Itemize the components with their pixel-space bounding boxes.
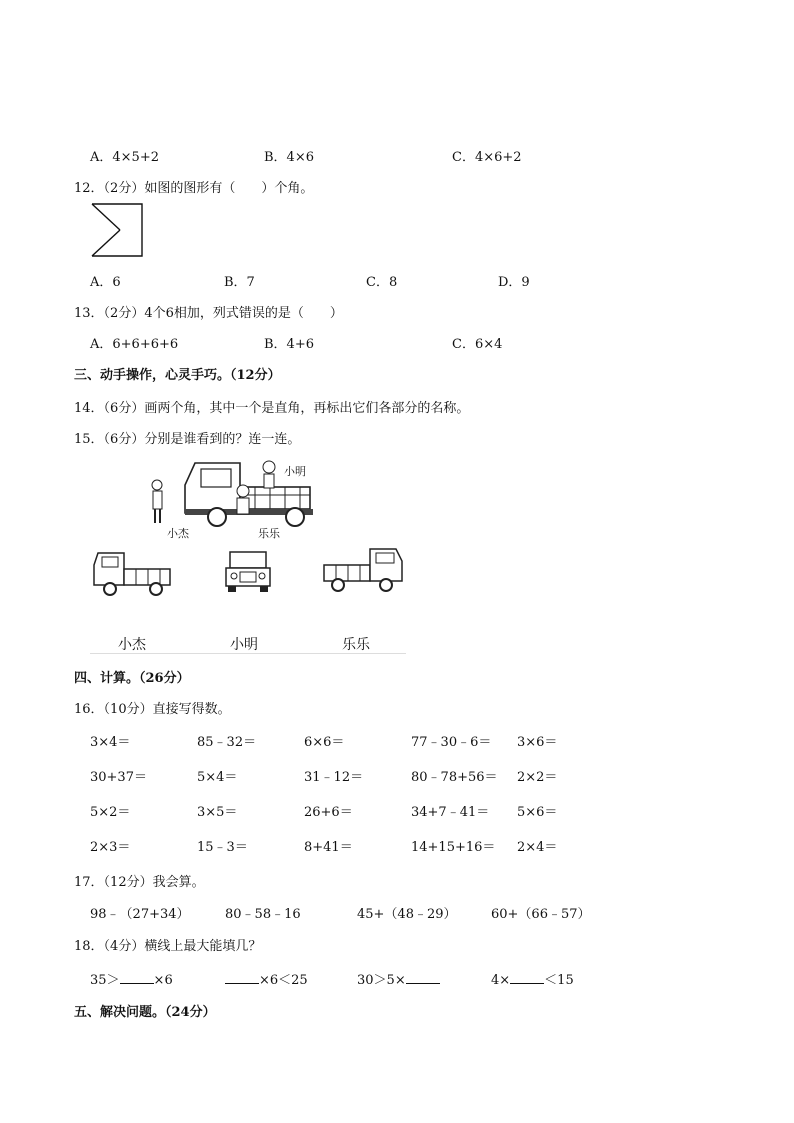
q16-cell: 2×3＝ [90, 840, 131, 855]
q12-text: 12．（2分）如图的图形有（ ）个角。 [74, 181, 314, 196]
q17-item: 98﹣（27+34） [90, 907, 190, 922]
q16-cell: 26+6＝ [304, 805, 353, 820]
q13-option-a: A．6+6+6+6 [90, 337, 179, 352]
q18-text: 18．（4分）横线上最大能填几？ [74, 939, 262, 954]
q12-option-a: A．6 [90, 275, 121, 290]
q16-cell: 2×4＝ [517, 840, 558, 855]
q16-cell: 6×6＝ [304, 735, 345, 750]
q18-item-4: 4× ＜15 [491, 973, 574, 988]
section-5-heading: 五、解决问题。（24分） [74, 1005, 216, 1020]
q12-option-b: B．7 [224, 275, 255, 290]
q17-text: 17．（12分）我会算。 [74, 875, 205, 890]
q16-cell: 8+41＝ [304, 840, 353, 855]
answer-blank[interactable] [406, 972, 440, 984]
q16-cell: 31﹣12＝ [304, 770, 364, 785]
q11-option-c: C．4×6+2 [452, 150, 522, 165]
q15-view-side-right [320, 543, 408, 593]
q14-text: 14．（6分）画两个角，其中一个是直角，再标出它们各部分的名称。 [74, 401, 470, 416]
q15-answer-xiaojie: 小杰 [118, 637, 146, 653]
answer-blank[interactable] [120, 972, 154, 984]
q16-text: 16．（10分）直接写得数。 [74, 702, 231, 717]
q16-cell: 5×6＝ [517, 805, 558, 820]
q15-text: 15．（6分）分别是谁看到的？连一连。 [74, 432, 301, 447]
answer-blank[interactable] [225, 972, 259, 984]
q16-cell: 15﹣3＝ [197, 840, 248, 855]
q11-option-a: A．4×5+2 [90, 150, 159, 165]
q15-view-front [222, 548, 274, 594]
q16-cell: 34+7﹣41＝ [411, 805, 490, 820]
q16-cell: 30+37＝ [90, 770, 147, 785]
q16-cell: 85﹣32＝ [197, 735, 257, 750]
q17-item: 80﹣58﹣16 [225, 907, 301, 922]
section-4-heading: 四、计算。（26分） [74, 671, 190, 686]
q16-cell: 14+15+16＝ [411, 840, 496, 855]
q15-view-side-left [90, 547, 174, 597]
q15-divider [90, 653, 406, 654]
q15-label-xiaojie: 小杰 [167, 527, 189, 540]
q18-item-2: ×6＜25 [225, 969, 308, 988]
q16-cell: 3×5＝ [197, 805, 238, 820]
q13-option-b: B．4+6 [264, 337, 314, 352]
answer-blank[interactable] [510, 972, 544, 984]
q12-figure [90, 202, 146, 258]
q16-cell: 5×2＝ [90, 805, 131, 820]
q16-cell: 80﹣78+56＝ [411, 770, 498, 785]
q15-label-xiaoming: 小明 [284, 465, 306, 478]
q13-option-c: C．6×4 [452, 337, 503, 352]
q16-cell: 5×4＝ [197, 770, 238, 785]
q17-item: 45+（48﹣29） [357, 907, 457, 922]
q13-text: 13．（2分）4个6相加，列式错误的是（ ） [74, 306, 343, 321]
q17-item: 60+（66﹣57） [491, 907, 591, 922]
q18-item-3: 30＞5× [357, 969, 440, 988]
q11-option-b: B．4×6 [264, 150, 314, 165]
q16-cell: 2×2＝ [517, 770, 558, 785]
section-3-heading: 三、动手操作，心灵手巧。（12分） [74, 368, 281, 383]
q18-item-1: 35＞ ×6 [90, 973, 173, 988]
q12-option-d: D．9 [498, 275, 530, 290]
q15-answer-xiaoming: 小明 [230, 637, 258, 653]
q15-answer-lele: 乐乐 [342, 637, 370, 653]
q16-cell: 3×4＝ [90, 735, 131, 750]
q16-cell: 3×6＝ [517, 735, 558, 750]
q15-label-lele: 乐乐 [258, 527, 280, 540]
q12-option-c: C．8 [366, 275, 398, 290]
q16-cell: 77﹣30﹣6＝ [411, 735, 492, 750]
